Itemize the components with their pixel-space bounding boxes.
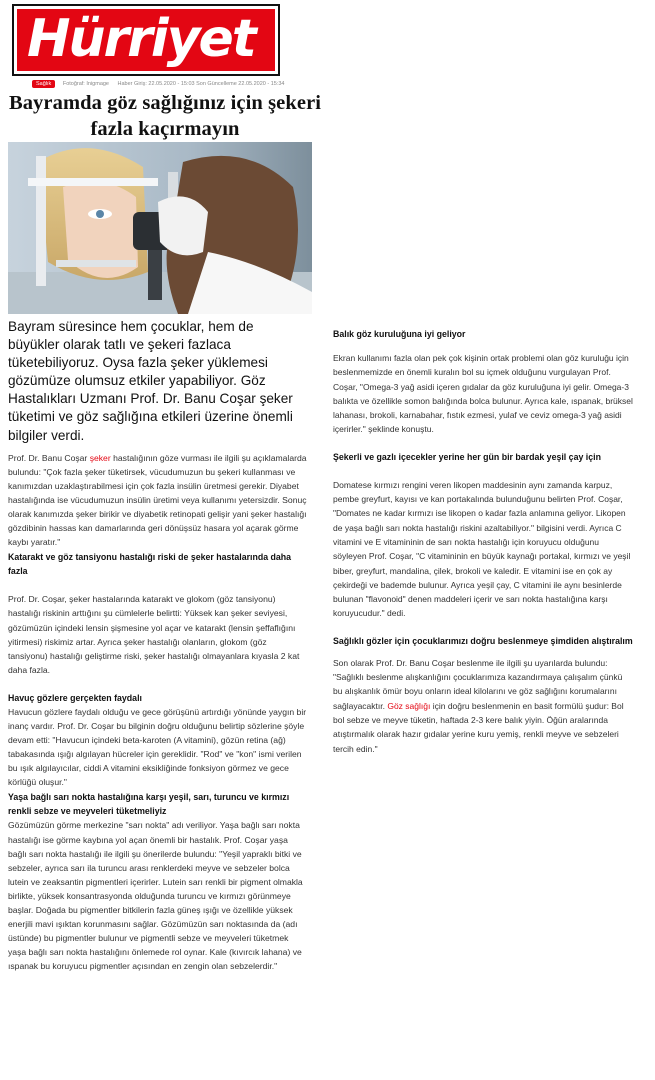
article-meta	[32, 81, 291, 87]
body-paragraph-2: Prof. Dr. Coşar, şeker hastalarında katarakt ve glokom (göz tansiyonu) hastalığı riskinin arttığını şu cümlelerle belirtti: Yüksek kan şeker seviyesi, gözümüzün içindeki lensin şişmesine yol açar ve katarakt (lensin şeffaflığını yitirmesi) riskimiz artar. Ayrıca şeker hastalığı olanların, glokom (göz tansiyonu) hastalığı geliştirme riski, şeker hastalığı olmayanlara kıyasla 2 kat daha fazla.	[8, 594, 300, 675]
body-paragraph-6: Domatese kırmızı rengini veren likopen maddesinin aynı zamanda karpuz, pembe greyfurt, kayısı ve kan portakalında bulunduğunu belirten Prof. Coşar, "Domates ne kadar kırmızı ise likopen o kadar fazla anlamına geliyor. Likopen de yaşa bağlı sarı nokta hastalığı riskini azaltabiliyor." bilgisini verdi. Ayrıca C vitamini ve E vitamininin de sarı nokta hastalığı için koruyucu olduğunu söyleyen Prof. Coşar, "C vitamininin en büyük kaynağı portakal, kırmızı ve yeşil biber, greyfurt, mandalina, çilek, brokoli ve kaledir. E vitamini ise en çok ay çekirdeği ve bademde bulunur. Ayrıca yeşil çay, C vitamini ile aynı besinlerde bulunan "flavonoid" denen maddeleri içerir ve sarı nokta hastalığına karşı koruyucudur." dedi.	[333, 479, 631, 619]
body-paragraph-7	[333, 656, 633, 756]
text-segment: için doğru beslenmenin en basit formülü şudur: Bol bol sebze ve meyve tüketin, haftada 2-3 kere balık yiyin. Öğün aralarında atıştırmalık olarak hazır gıdalar yerine kuru yemiş, renkli meyve ve sebzeleri tercih edin."	[333, 700, 624, 754]
category-tag[interactable]: Sağlık	[32, 80, 55, 88]
body-paragraph-1	[8, 451, 308, 550]
hurriyet-logo[interactable]: Hürriyet	[17, 9, 275, 71]
goz-sagligi-link[interactable]: Göz sağlığı	[387, 700, 431, 711]
eye-exam-illustration	[8, 142, 312, 314]
text-segment: Prof. Dr. Banu Coşar	[8, 452, 90, 463]
article-headline: Bayramda göz sağlığınız için şekeri fazla kaçırmayın	[8, 92, 322, 140]
subheading-havuc: Havuç gözlere gerçekten faydalı	[8, 692, 142, 703]
body-paragraph-3: Havucun gözlere faydalı olduğu ve gece görüşünü artırdığı yönünde yaygın bir inanç vardır. Prof. Dr. Coşar bu bilginin doğru olduğunu belirtip sözlerine şöyle devam etti: "Havucun içindeki beta-karoten (A vitamini), gözün retina (ağ) tabakasında ışığı algılayan hücreler için gereklidir. "Rod" ve "kon" ismi verilen bu ışık algılayıcılar, ciddi A vitamini eksikliğinde fonksiyon görmez ve gece körlüğü oluşur."	[8, 706, 307, 788]
seker-link[interactable]: şeker	[89, 452, 111, 463]
subheading-yesil-cay: Şekerli ve gazlı içecekler yerine her gün bir bardak yeşil çay için	[333, 451, 601, 462]
publish-dates: Haber Giriş: 22.05.2020 - 15:03 Son Güncelleme 22.05.2020 - 15:34	[117, 81, 285, 87]
article-lead: Bayram süresince hem çocuklar, hem de büyükler olarak tatlı ve şekeri fazlaca tüketebiliyoruz. Oysa fazla şeker yüklemesi gözümüze olumsuz etkiler yapabiliyor. Göz Hastalıkları Uzmanı Prof. Dr. Banu Coşar şeker tüketimi ve göz sağlığına etkileri üzerine önemli bilgiler verdi.	[8, 319, 293, 443]
text-segment: Son olarak Prof. Dr. Banu Coşar beslenme ile ilgili şu uyarılarda bulundu: "Sağlıklı beslenme alışkanlığını çocuklarımıza kazandırmaya çalışalım çünkü bu alışkanlık ömür boyu onların ideal kilolarını ve göz sağlığını korumalarını sağlayacaktır.	[333, 657, 623, 711]
article-right-column	[333, 327, 633, 756]
body-paragraph-5: Ekran kullanımı fazla olan pek çok kişinin ortak problemi olan göz kuruluğu için beslenmemizde en önemli kuralın bol su içmek olduğunu vurgulayan Prof. Coşar, "Omega-3 yağ asidi içeren gıdalar da göz kuruluğuna iyi gelir. Omega-3 balıkta ve özellikle somon balığında bolca bulunur. Ayrıca kale, ıspanak, brüksel lahanası, brokoli, karnabahar, fıstık ezmesi, yulaf ve ceviz omega-3 yağ asidi içerirler." şeklinde konuştu.	[333, 353, 633, 435]
hurriyet-logo-frame[interactable]	[12, 4, 280, 76]
text-segment: hastalığının göze vurması ile ilgili şu açıklamalarda bulundu: "Çok fazla şeker tüketirsek, vücudumuzun bu şekeri kullanması ve kanımızdan uzaklaştırabilmesi için çok fazla insülin üretmesi gerekir. Diyabet hastalığında ise vücudumuzun insülin üretimi veya kullanımı yetersizdir. Sonuç olarak kanımızda şeker birikir ve diyabetik retinopati gelişir yani şeker hastalığı gözdibinin hassas kan damarlarında geri dönüşsüz hasara yol açarak görme kaybı yaratır."	[8, 452, 307, 548]
photo-credit: Fotoğraf: Inigmage	[62, 81, 109, 87]
article-photo	[8, 142, 312, 314]
subheading-katarakt: Katarakt ve göz tansiyonu hastalığı riski de şeker hastalarında daha fazla	[8, 552, 292, 577]
subheading-cocuklar: Sağlıklı gözler için çocuklarımızı doğru beslenmeye şimdiden alıştıralım	[333, 635, 633, 646]
subheading-sari-nokta: Yaşa bağlı sarı nokta hastalığına karşı yeşil, sarı, turuncu ve kırmızı renkli sebze ve meyveleri tüketmeliyiz	[8, 792, 290, 817]
subheading-balik: Balık göz kuruluğuna iyi geliyor	[333, 329, 466, 339]
article-left-column	[8, 318, 308, 973]
body-paragraph-4: Gözümüzün görme merkezine "sarı nokta" adı veriliyor. Yaşa bağlı sarı nokta hastalığı ise görme kaybına yol açan önemli bir hastalık. Prof. Coşar yaşa bağlı sarı nokta hastalığı ile ilgili şu önerilerde bulundu: "Yeşil yapraklı bitki ve sebzeler, ayrıca sarı ila turuncu arası renklerdeki meyve ve sebzeler bolca lutein ve zeaksantin pigmentleri içerirler. Lutein sarı renkli bir pigment olmakla birlikte, yüksek konsantrasyonda olduğunda turuncu ve kırmızı görünmeye başlar. Doğada bu pigmentler bitkilerin fazla güneş ışığı ve özellikle yüksek enerjili mavi ışıktan korunmasını sağlar. Gözümüzün sarı noktasında da (adı üstünde) bu pigmentler bulunur ve pigmentli sebze ve meyveleri tüketmek yaşa bağlı sarı nokta hastalığını önlemede rol oynar. Kale (kıvırcık lahana) ve ıspanak bu koruyucu pigmentler açısından en zengin olan sebzelerdir."	[8, 820, 303, 972]
